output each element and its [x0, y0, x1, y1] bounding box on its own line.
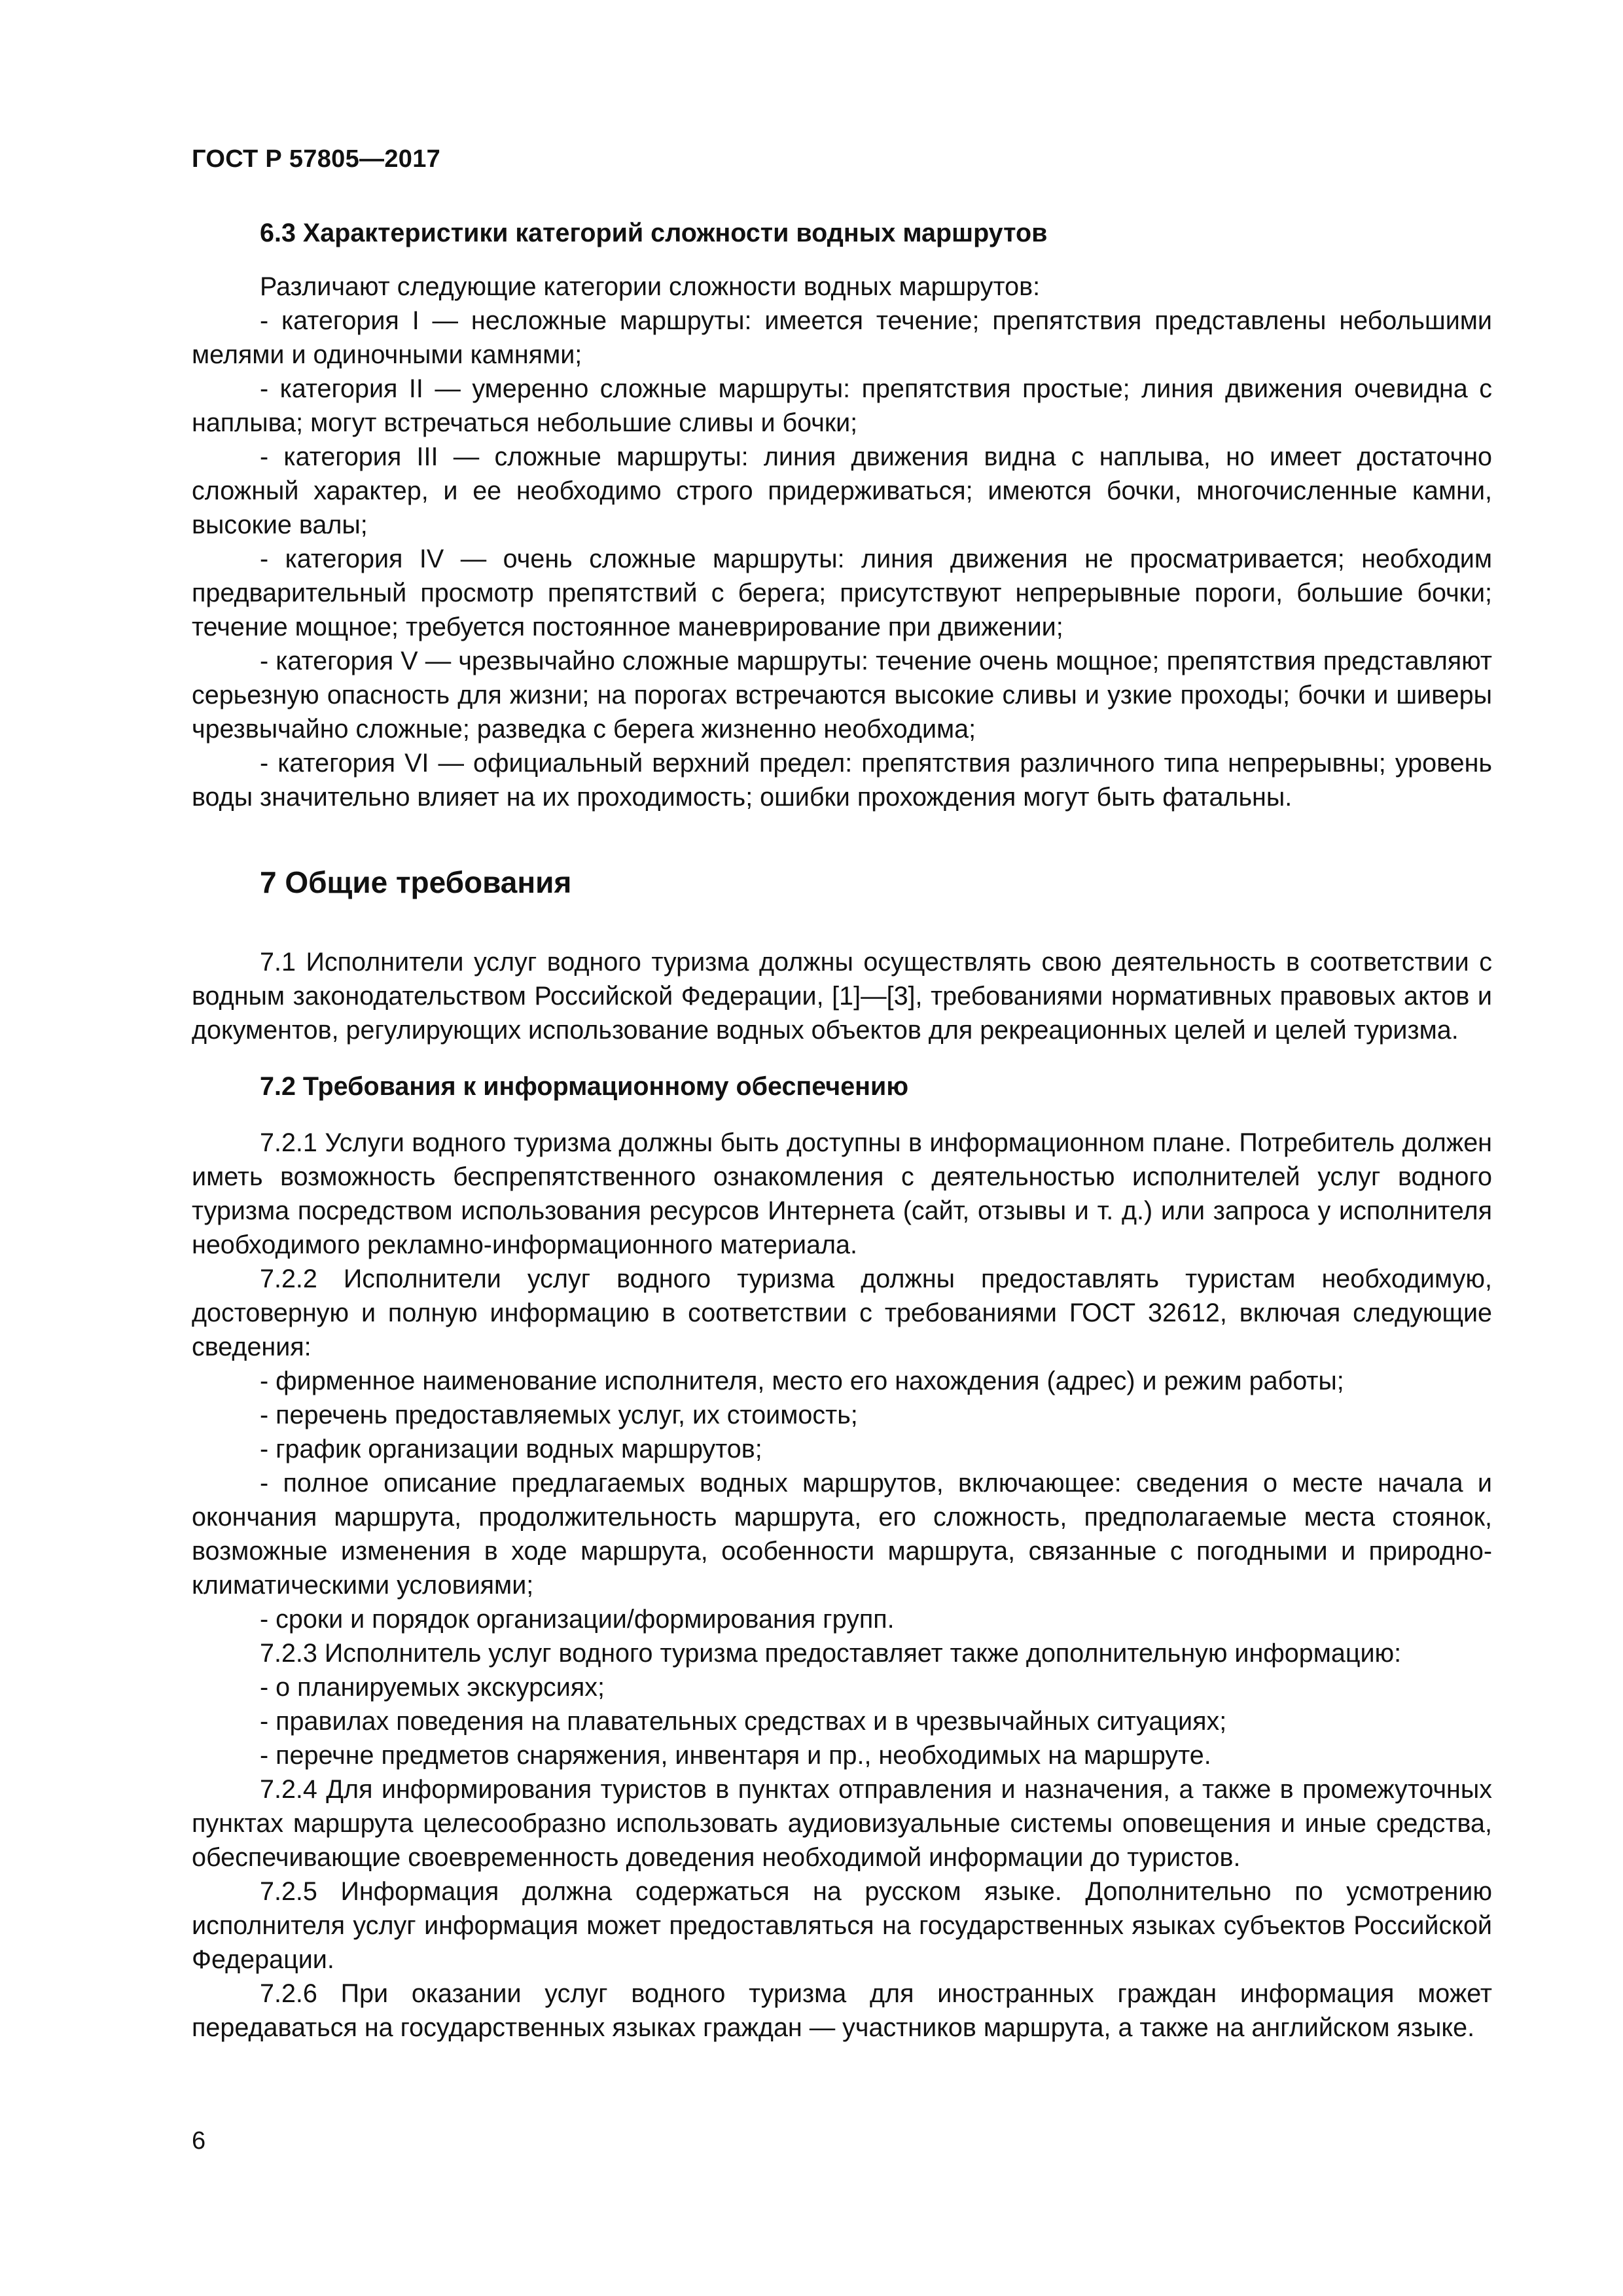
section-7-heading: 7 Общие требования: [260, 865, 572, 899]
page-number: 6: [192, 2127, 206, 2155]
list-item: - сроки и порядок организации/формирования групп.: [260, 1605, 895, 1634]
list-item: - перечне предметов снаряжения, инвентаря и пр., необходимых на маршруте.: [260, 1741, 1211, 1770]
list-item: - перечень предоставляемых услуг, их стоимость;: [260, 1401, 858, 1429]
section-7-2-heading: 7.2 Требования к информационному обеспечению: [260, 1072, 909, 1101]
list-item: - о планируемых экскурсиях;: [260, 1673, 605, 1702]
section-6-3-heading: 6.3 Характеристики категорий сложности водных маршрутов: [260, 219, 1048, 247]
section-6-3-intro: Различают следующие категории сложности водных маршрутов:: [260, 272, 1041, 301]
paragraph-7-2-5: 7.2.5 Информация должна содержаться на русском языке. Дополнительно по усмотрению исполнителя услуг информация может предоставляться на государственных языках субъектов Российской Федерации.: [192, 1877, 1492, 1974]
paragraph-7-1: 7.1 Исполнители услуг водного туризма должны осуществлять свою деятельность в соответствии с водным законодательством Российской Федерации, [1]—[3], требованиями нормативных правовых актов и документов, регулирующих использование водных объектов для рекреационных целей и целей туризма.: [192, 948, 1492, 1045]
list-item: - график организации водных маршрутов;: [260, 1435, 762, 1463]
document-body: [192, 216, 1492, 2045]
category-item: - категория VI — официальный верхний предел: препятствия различного типа непрерывны; уровень воды значительно влияет на их проходимость; ошибки прохождения могут быть фатальны.: [192, 749, 1492, 812]
paragraph-7-2-2: 7.2.2 Исполнители услуг водного туризма должны предоставлять туристам необходимую, достоверную и полную информацию в соответствии с требованиями ГОСТ 32612, включая следующие сведения:: [192, 1265, 1492, 1361]
paragraph-7-2-3: 7.2.3 Исполнитель услуг водного туризма предоставляет также дополнительную информацию:: [260, 1639, 1402, 1668]
category-item: - категория IV — очень сложные маршруты: линия движения не просматривается; необходим предварительный просмотр препятствий с берега; присутствуют непрерывные пороги, большие бочки; течение мощное; требуется постоянное маневрирование при движении;: [192, 545, 1492, 641]
paragraph-7-2-4: 7.2.4 Для информирования туристов в пунктах отправления и назначения, а также в промежуточных пунктах маршрута целесообразно использовать аудиовизуальные системы оповещения и иные средства, обеспечивающие своевременность доведения необходимой информации до туристов.: [192, 1775, 1492, 1872]
category-item: - категория V — чрезвычайно сложные маршруты: течение очень мощное; препятствия представляют серьезную опасность для жизни; на порогах встречаются высокие сливы и узкие проходы; бочки и шиверы чрезвычайно сложные; разведка с берега жизненно необходима;: [192, 647, 1492, 744]
list-item: - правилах поведения на плавательных средствах и в чрезвычайных ситуациях;: [260, 1707, 1227, 1736]
paragraph-7-2-1: 7.2.1 Услуги водного туризма должны быть доступны в информационном плане. Потребитель должен иметь возможность беспрепятственного ознакомления с деятельностью исполнителей услуг водного туризма посредством использования ресурсов Интернета (сайт, отзывы и т. д.) или запроса у исполнителя необходимого рекламно-информационного материала.: [192, 1128, 1492, 1259]
document-code-header: ГОСТ Р 57805—2017: [192, 145, 441, 173]
category-item: - категория II — умеренно сложные маршруты: препятствия простые; линия движения очевидна с наплыва; могут встречаться небольшие сливы и бочки;: [192, 374, 1492, 437]
list-item: - полное описание предлагаемых водных маршрутов, включающее: сведения о месте начала и окончания маршрута, продолжительность маршрута, его сложность, предполагаемые места стоянок, возможные изменения в ходе маршрута, особенности маршрута, связанные с погодными и природно-климатическими условиями;: [192, 1469, 1492, 1600]
paragraph-7-2-6: 7.2.6 При оказании услуг водного туризма для иностранных граждан информация может передаваться на государственных языках граждан — участников маршрута, а также на английском языке.: [192, 1979, 1492, 2042]
category-item: - категория III — сложные маршруты: линия движения видна с наплыва, но имеет достаточно сложный характер, и ее необходимо строго придерживаться; имеются бочки, многочисленные камни, высокие валы;: [192, 442, 1492, 539]
category-item: - категория I — несложные маршруты: имеется течение; препятствия представлены небольшими мелями и одиночными камнями;: [192, 306, 1492, 369]
list-item: - фирменное наименование исполнителя, место его нахождения (адрес) и режим работы;: [260, 1367, 1344, 1395]
